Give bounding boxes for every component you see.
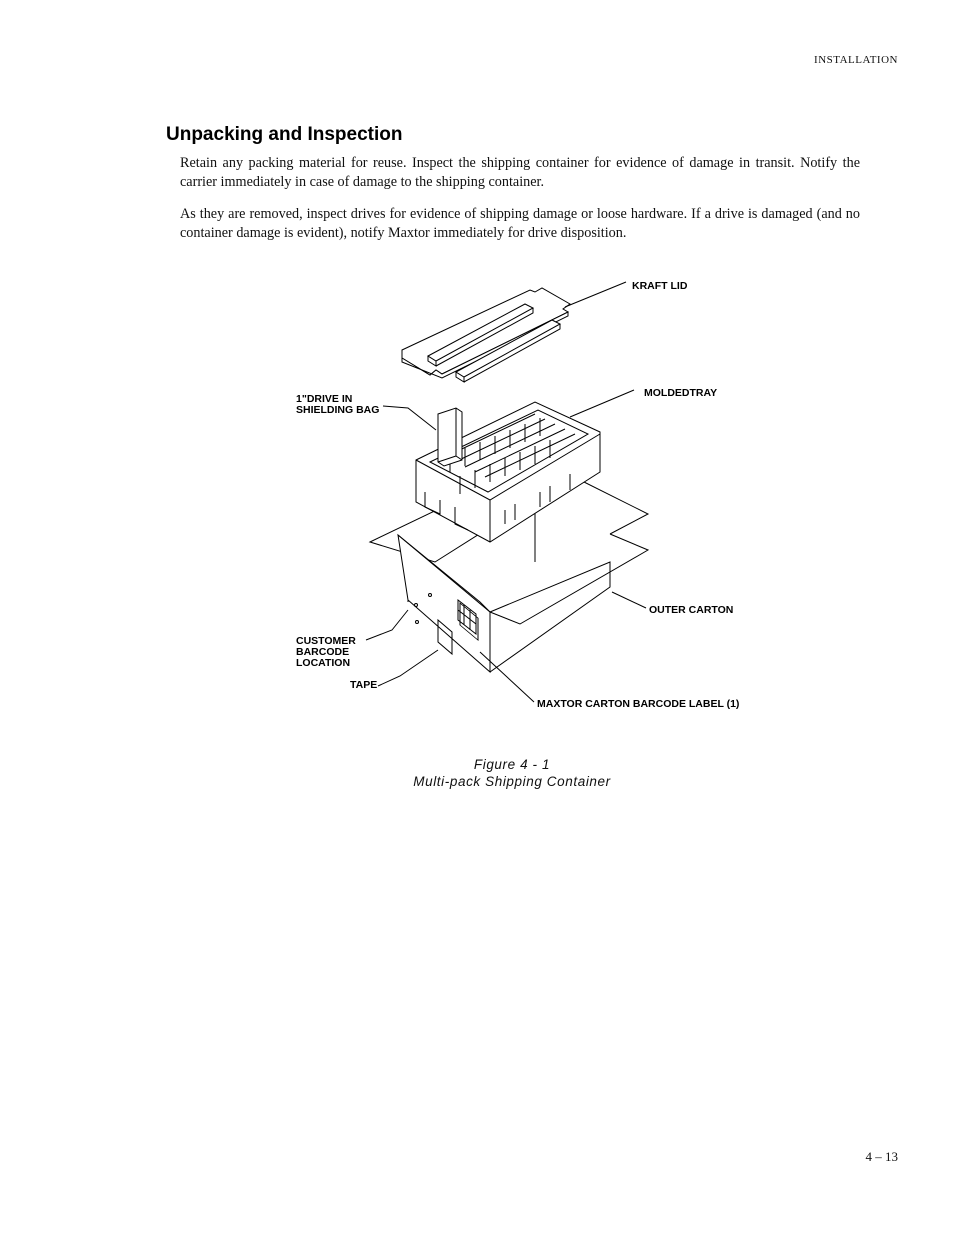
label-drive-line2: SHIELDING BAG <box>296 404 380 416</box>
label-outer-carton: OUTER CARTON <box>649 604 734 616</box>
kraft-lid-drawing <box>402 288 570 382</box>
figure-number: Figure 4 - 1 <box>473 757 551 772</box>
label-maxtor-barcode: MAXTOR CARTON BARCODE LABEL (1) <box>537 698 740 710</box>
label-customer-line1: CUSTOMER <box>296 635 356 647</box>
label-customer-line2: BARCODE <box>296 646 350 658</box>
label-kraft-lid: KRAFT LID <box>632 280 688 292</box>
label-tape: TAPE <box>350 679 378 691</box>
figure-title: Multi-pack Shipping Container <box>413 774 611 789</box>
label-customer-line3: LOCATION <box>296 657 351 669</box>
section-title: Unpacking and Inspection <box>166 124 403 145</box>
drive-in-bag-drawing <box>438 408 462 466</box>
running-header: INSTALLATION <box>814 54 898 66</box>
paragraph-packing: Retain any packing material for reuse. Inspect the shipping container for evidence of damage in transit. Notify the carrier immediately in case of damage to the shipping container. <box>180 155 860 190</box>
paragraph-inspection: As they are removed, inspect drives for evidence of shipping damage or loose hardware. If a drive is damaged (and no container damage is evident), notify Maxtor immediately for drive disposition. <box>180 206 860 241</box>
label-drive-line1: 1"DRIVE IN <box>296 393 353 405</box>
page-number: 4 – 13 <box>865 1149 898 1164</box>
label-molded-tray: MOLDEDTRAY <box>644 387 718 399</box>
figure-caption <box>0 756 954 790</box>
shipping-container-diagram <box>280 262 760 722</box>
